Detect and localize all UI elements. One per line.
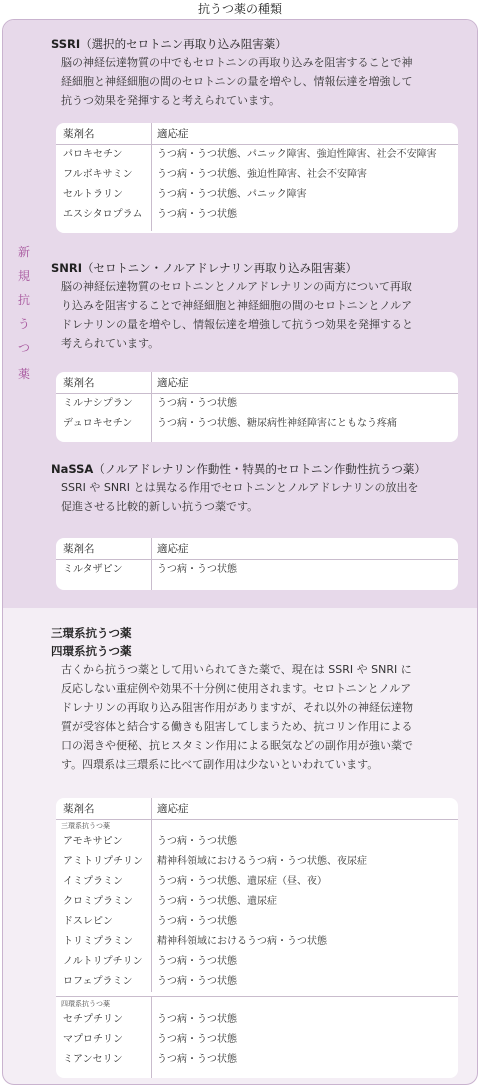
indication: うつ病・うつ状態 (157, 564, 237, 575)
indication: うつ病・うつ状態、糖尿病性神経障害にともなう疼痛 (157, 418, 397, 429)
side-label-char: 薬 (17, 367, 30, 381)
drug-name: アモキサピン (56, 832, 152, 852)
desc-line: り込みを阻害することで神経細胞と神経細胞の間のセロトニンとノルア (61, 299, 413, 312)
desc-line: 促進させる比較的新しい抗うつ薬です。 (61, 500, 259, 513)
indication: うつ病・うつ状態 (157, 209, 237, 220)
indication: うつ病・うつ状態 (157, 956, 237, 967)
drug-name: アミトリプチリン (56, 852, 152, 872)
table-row (56, 892, 458, 912)
indication: うつ病・うつ状態 (157, 976, 237, 987)
table-row (56, 832, 458, 852)
ssri-description (61, 53, 461, 110)
desc-line: 質が受容体と結合する働きも阻害してしまうため、抗コリン作用による (61, 720, 413, 733)
drug-name: クロミプラミン (56, 892, 152, 912)
desc-line: 脳の神経伝達物質のセロトニンとノルアドレナリンの両方について再取 (61, 280, 412, 293)
group-label-tetracyclic: 四環系抗うつ薬 (56, 997, 152, 1010)
header-indication: 適応症 (157, 128, 189, 140)
drug-name: マプロチリン (56, 1030, 152, 1050)
drug-name: ロフェプラミン (56, 972, 152, 992)
header-drug-name: 薬剤名 (56, 798, 152, 819)
table-row (56, 972, 458, 992)
desc-line: す。四環系は三環系に比べて副作用は少ないといわれています。 (61, 758, 379, 771)
drug-name: イミプラミン (56, 872, 152, 892)
table-row (56, 560, 458, 590)
desc-line: 抗うつ効果を発揮すると考えられています。 (61, 94, 281, 107)
indication: 精神科領域におけるうつ病・うつ状態 (157, 936, 327, 947)
nassa-section (51, 460, 461, 516)
drug-name: ミアンセリン (56, 1050, 152, 1078)
drug-name: フルボキサミン (56, 165, 152, 185)
indication: うつ病・うつ状態 (157, 1034, 237, 1045)
ssri-section (51, 35, 461, 110)
table-header (56, 123, 458, 145)
table-row (56, 165, 458, 185)
desc-line: 口の渇きや便秘、抗ヒスタミン作用による眠気などの副作用が強い薬で (61, 739, 413, 752)
side-label-char: 新 (17, 245, 30, 259)
indication: うつ病・うつ状態 (157, 916, 237, 927)
nassa-description (61, 478, 461, 516)
drug-name: ミルナシプラン (56, 394, 152, 414)
table-row (56, 1030, 458, 1050)
indication: うつ病・うつ状態、パニック障害、強迫性障害、社会不安障害 (157, 149, 437, 160)
snri-name: SNRI (51, 261, 83, 275)
header-indication: 適応症 (157, 543, 189, 555)
drug-name: デュロキセチン (56, 414, 152, 442)
desc-line: 脳の神経伝達物質の中でもセロトニンの再取り込みを阻害することで神 (61, 56, 413, 69)
desc-line: ドレナリンの再取り込み阻害作用がありますが、それ以外の神経伝達物 (61, 701, 413, 714)
desc-line: 経細胞と神経細胞の間のセロトニンの量を増やし、情報伝達を増強して (61, 75, 413, 88)
drug-name: セルトラリン (56, 185, 152, 205)
indication: うつ病・うつ状態、強迫性障害、社会不安障害 (157, 169, 367, 180)
desc-line: ドレナリンの量を増やし、情報伝達を増強して抗うつ効果を発揮すると (61, 318, 413, 331)
ssri-name: SSRI (51, 37, 81, 51)
table-row (56, 852, 458, 872)
desc-line: SSRI や SNRI とは異なる作用でセロトニンとノルアドレナリンの放出を (61, 481, 419, 494)
drug-name: セチプチリン (56, 1010, 152, 1030)
header-drug-name: 薬剤名 (56, 538, 152, 559)
drug-name: ドスレピン (56, 912, 152, 932)
desc-line: 古くから抗うつ薬として用いられてきた薬で、現在は SSRI や SNRI に (61, 663, 412, 676)
table-row (56, 185, 458, 205)
indication: うつ病・うつ状態、遺尿症 (157, 896, 277, 907)
drug-name: エスシタロプラム (56, 205, 152, 231)
table-row (56, 912, 458, 932)
table-header (56, 372, 458, 394)
desc-line: 考えられています。 (61, 337, 160, 350)
classic-table (56, 798, 458, 1078)
table-row (56, 414, 458, 442)
page-title: 抗うつ薬の種類 (197, 2, 282, 16)
drug-name: ミルタザピン (56, 560, 152, 590)
table-row (56, 952, 458, 972)
tricyclic-heading (51, 624, 461, 642)
side-label-char: う (17, 317, 30, 331)
nassa-table (56, 538, 458, 590)
header-indication: 適応症 (157, 377, 189, 389)
indication: 精神科領域におけるうつ病・うつ状態、夜尿症 (157, 856, 367, 867)
tricyclic-title: 三環系抗うつ薬 (51, 626, 132, 640)
drug-name: トリミプラミン (56, 932, 152, 952)
table-row (56, 872, 458, 892)
snri-section (51, 259, 461, 353)
header-indication: 適応症 (157, 803, 189, 815)
content-frame (2, 19, 478, 1085)
nassa-name: NaSSA (51, 462, 94, 476)
table-row (56, 1010, 458, 1030)
ssri-heading (51, 35, 461, 53)
classic-section (51, 624, 461, 774)
side-label-char: 抗 (17, 293, 30, 307)
header-drug-name: 薬剤名 (56, 372, 152, 393)
indication: うつ病・うつ状態 (157, 1054, 237, 1065)
indication: うつ病・うつ状態 (157, 1014, 237, 1025)
table-row (56, 205, 458, 231)
table-header (56, 538, 458, 560)
indication: うつ病・うつ状態 (157, 836, 237, 847)
side-label-char: つ (17, 341, 30, 355)
group-label-tricyclic: 三環系抗うつ薬 (56, 820, 152, 832)
side-label-char: 規 (17, 269, 30, 283)
table-row (56, 394, 458, 414)
nassa-heading (51, 460, 461, 478)
nassa-fullname: （ノルアドレナリン作動性・特異的セロトニン作動性抗うつ薬） (93, 462, 426, 476)
tetracyclic-title: 四環系抗うつ薬 (51, 644, 132, 658)
drug-name: ノルトリプチリン (56, 952, 152, 972)
table-header (56, 798, 458, 820)
snri-heading (51, 259, 461, 277)
ssri-fullname: （選択的セロトニン再取り込み阻害薬） (80, 37, 287, 51)
indication: うつ病・うつ状態、パニック障害 (157, 189, 307, 200)
group-label-row (56, 820, 458, 832)
ssri-table (56, 123, 458, 233)
group-label-row (56, 996, 458, 1010)
snri-description (61, 277, 461, 353)
indication: うつ病・うつ状態 (157, 398, 237, 409)
classic-description (61, 660, 461, 774)
table-row (56, 145, 458, 165)
indication: うつ病・うつ状態、遺尿症（昼、夜） (157, 876, 327, 887)
snri-fullname: （セロトニン・ノルアドレナリン再取り込み阻害薬） (82, 261, 358, 275)
tetracyclic-heading (51, 642, 461, 660)
drug-name: パロキセチン (56, 145, 152, 165)
table-row (56, 1050, 458, 1078)
header-drug-name: 薬剤名 (56, 123, 152, 144)
table-row (56, 932, 458, 952)
snri-table (56, 372, 458, 442)
desc-line: 反応しない重症例や効果不十分例に使用されます。セロトニンとノルア (61, 682, 412, 695)
